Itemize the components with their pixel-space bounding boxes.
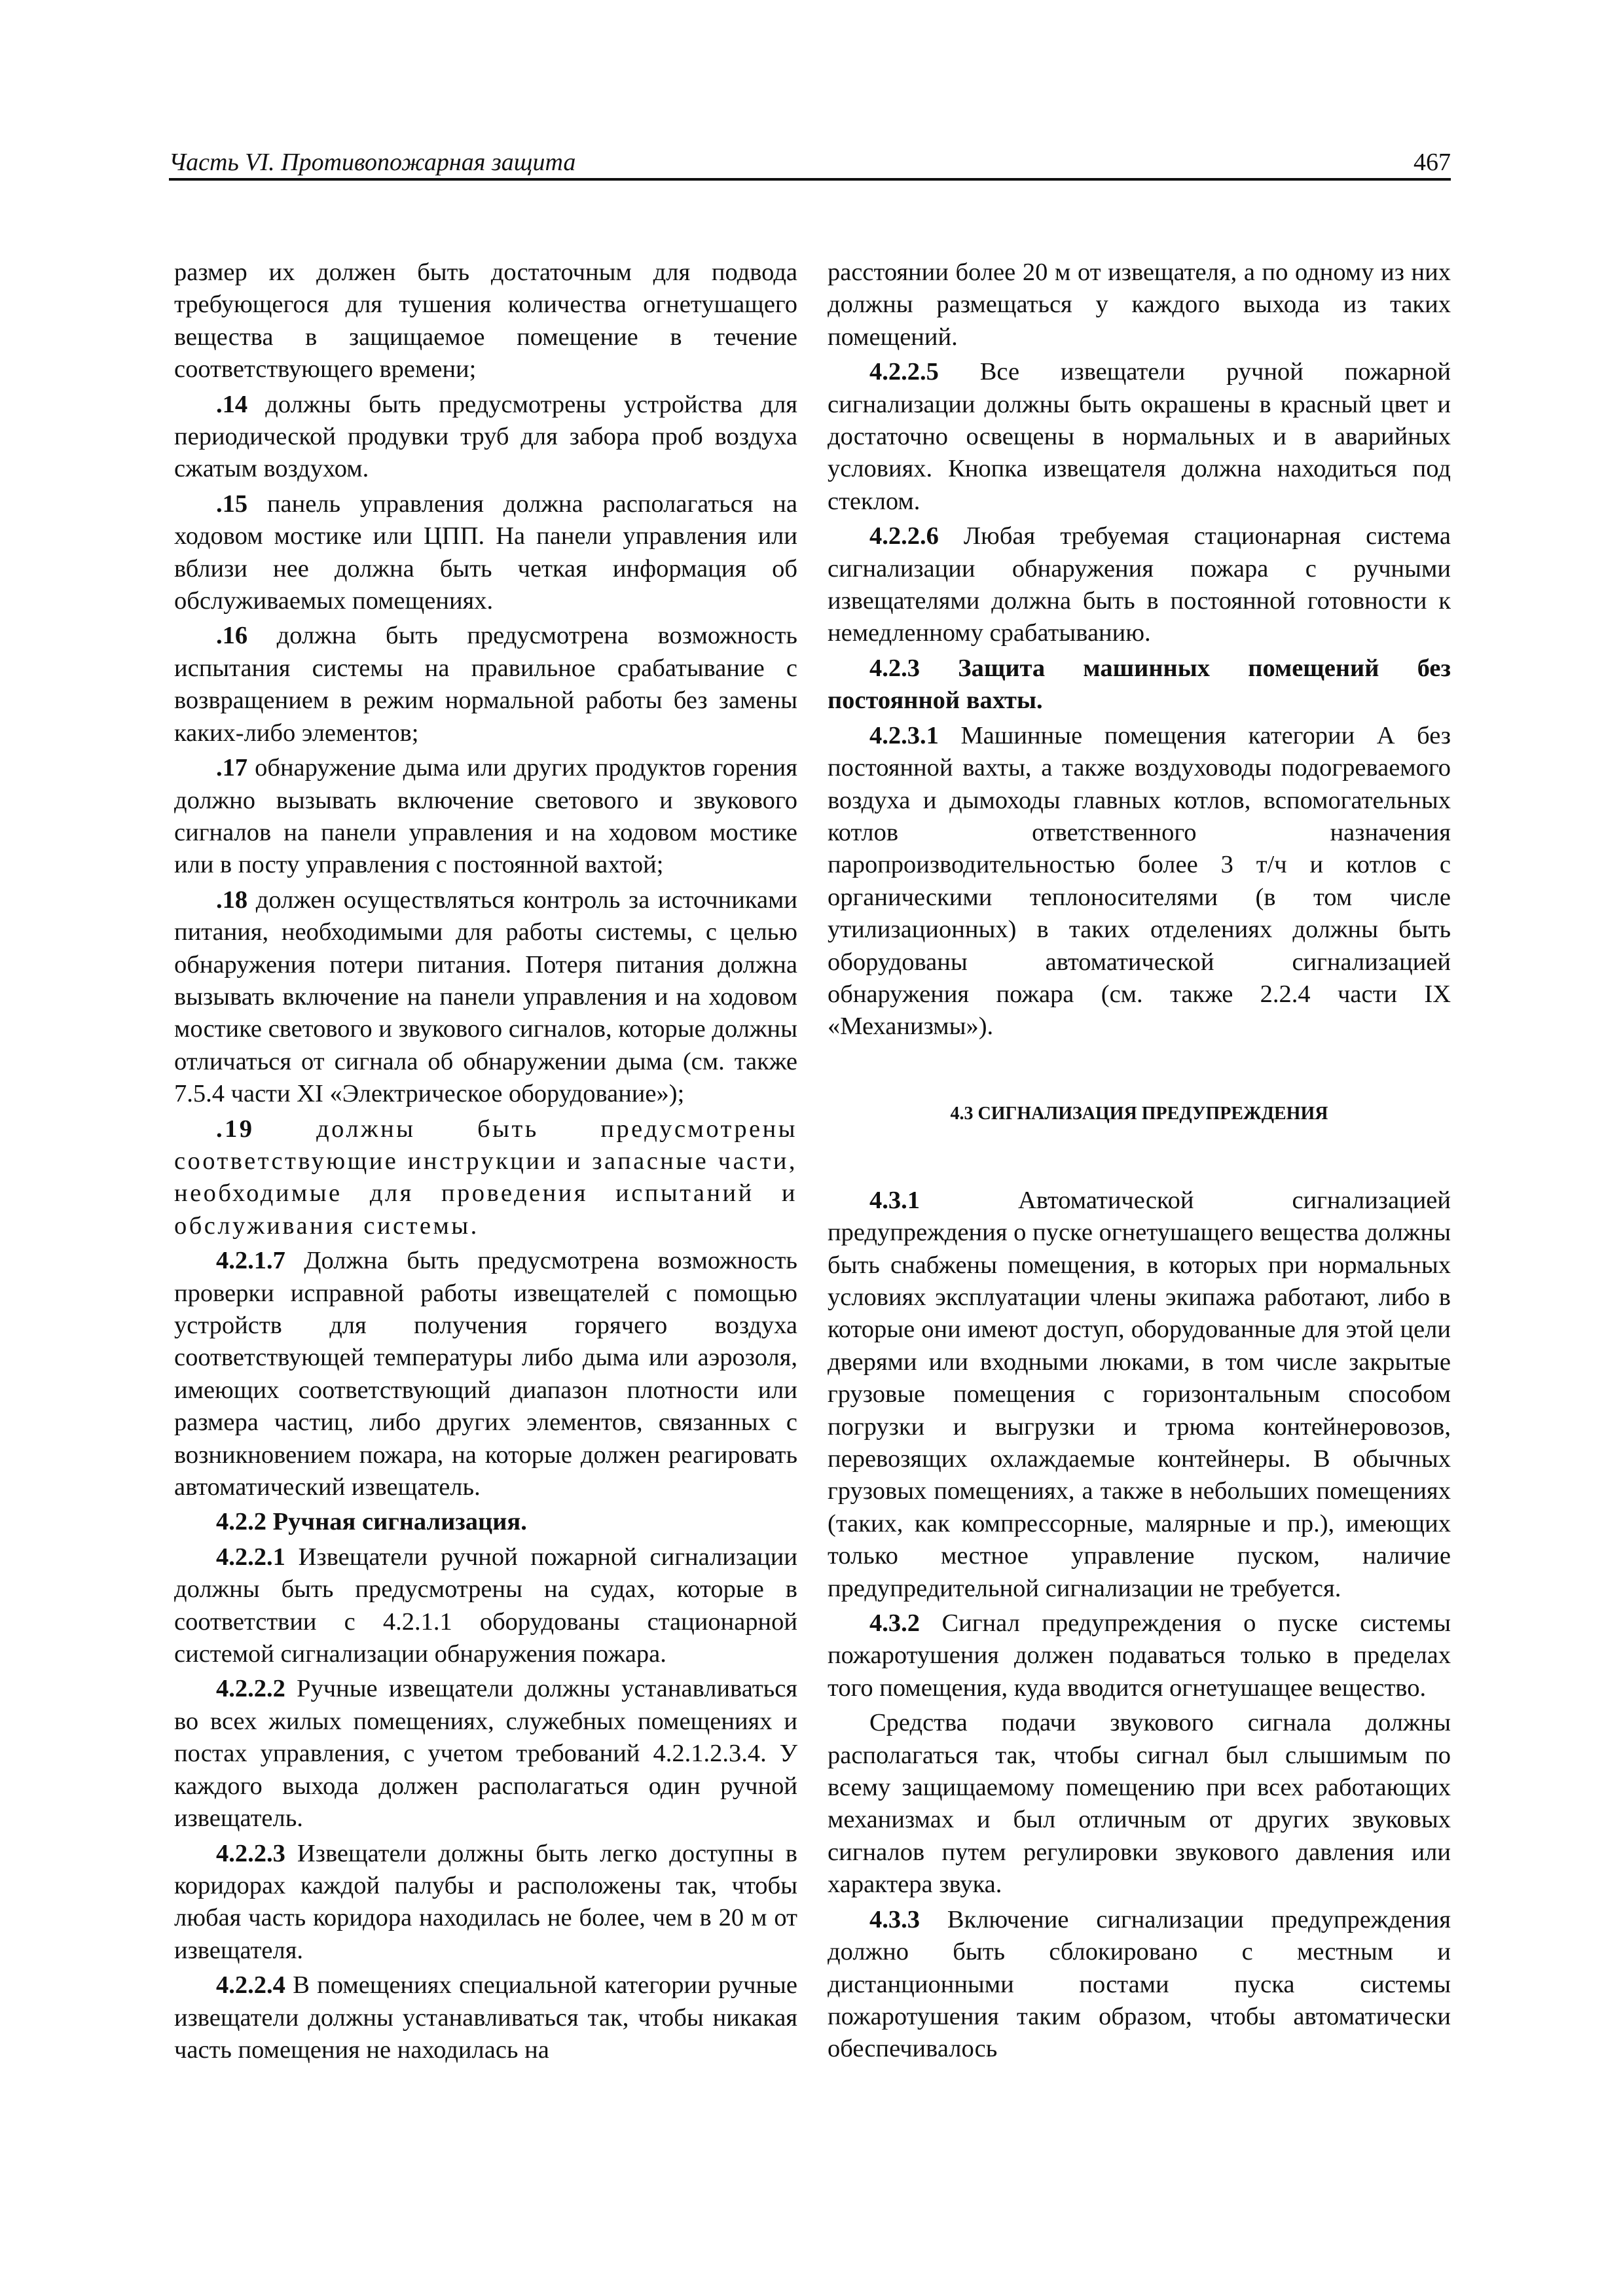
item-number: 4.3.1 (869, 1186, 920, 1214)
item-number: .15 (216, 490, 248, 518)
section-title: 4.3 СИГНАЛИЗАЦИЯ ПРЕДУПРЕЖДЕНИЯ (950, 1103, 1328, 1124)
paragraph: 4.3.1 Автоматической сигнализацией предупреждения о пуске огнетушащего вещества должны быть снабжены помещения, в которых при нормальных условиях эксплуатации члены экипажа работают, либо в которые они имеют доступ, оборудованные для этой цели дверями или входными люками, в том числе закрытые грузовые помещения с горизонтальным способом погрузки и выгрузки и трюма контейнеровозов, перевозящих охлаждаемые контейнеры. В обычных грузовых помещениях, а также в небольших помещениях (таких, как компрессорные, малярные и пр.), имеющих только местное управление пуском, наличие предупредительной сигнализации не требуется. (828, 1186, 1451, 1602)
paragraph: размер их должен быть достаточным для подвода требующегося для тушения количества огнетушащего вещества в защищаемое помещение в течение соответствующего времени; (174, 259, 797, 384)
page-header (169, 145, 1451, 179)
paragraph: 4.2.2.3 Извещатели должны быть легко доступны в коридорах каждой палубы и расположены так, чтобы любая часть коридора находилась не более, чем в 20 м от извещателя. (174, 1839, 797, 1964)
item-number: .16 (216, 622, 248, 650)
subsection-heading: 4.2.3 Защита машинных помещений без постоянной вахты. (828, 654, 1451, 715)
paragraph: .16 должна быть предусмотрена возможность испытания системы на правильное срабатывание с возвращением в режим нормальной работы без замены каких-либо элементов; (174, 622, 797, 747)
item-number: 4.2.2.1 (216, 1543, 285, 1571)
paragraph: расстоянии более 20 м от извещателя, а по одному из них должны размещаться у каждого выхода из таких помещений. (828, 259, 1451, 351)
header-rule (169, 178, 1451, 181)
item-number: .18 (216, 886, 248, 914)
item-number: .14 (216, 390, 248, 418)
item-number: .19 (216, 1115, 255, 1143)
paragraph: .19 должны быть предусмотрены соответствующие инструкции и запасные части, необходимые для проведения испытаний и обслуживания системы. (174, 1115, 797, 1240)
paragraph: .18 должен осуществляться контроль за источниками питания, необходимыми для работы системы, с целью обнаружения потери питания. Потеря питания должна вызывать включение на панели управления и на ходовом мостике светового и звукового сигналов, которые должны отличаться от сигнала об обнаружении дыма (см. также 7.5.4 части XI «Электрическое оборудование»); (174, 886, 797, 1108)
left-column (174, 257, 797, 2069)
paragraph: 4.2.1.7 Должна быть предусмотрена возможность проверки исправной работы извещателей с помощью устройств для получения горячего воздуха соответствующей температуры либо дыма или аэрозоля, имеющих соответствующий диапазон плотности или размера частиц, либо других элементов, связанных с возникновением пожара, на которые должен реагировать автоматический извещатель. (174, 1247, 797, 1501)
paragraph: 4.3.2 Сигнал предупреждения о пуске системы пожаротушения должен подаваться только в пределах того помещения, куда вводится огнетушащее вещество. (828, 1609, 1451, 1702)
item-number: 4.2.2.5 (869, 358, 939, 386)
paragraph: .17 обнаружение дыма или других продуктов горения должно вызывать включение светового и звукового сигналов на панели управления и на ходовом мостике или в посту управления с постоянной вахтой; (174, 754, 797, 879)
paragraph: 4.2.2.1 Извещатели ручной пожарной сигнализации должны быть предусмотрены на судах, которые в соответствии с 4.2.1.1 оборудованы стационарной системой сигнализации обнаружения пожара. (174, 1543, 797, 1668)
paragraph: Средства подачи звукового сигнала должны располагаться так, чтобы сигнал был слышимым по всему защищаемому помещению при всех работающих механизмах и был отличным от других звуковых сигналов путем регулировки звукового давления или характера звука. (828, 1709, 1451, 1899)
page-number: 467 (1413, 149, 1451, 176)
item-number: 4.3.3 (869, 1905, 920, 1933)
item-number: .17 (216, 754, 248, 782)
paragraph: 4.3.3 Включение сигнализации предупреждения должно быть сблокировано с местным и дистанционными постами пуска системы пожаротушения таким образом, чтобы автоматически обеспечивалось (828, 1905, 1451, 2063)
subsection-heading: 4.2.2 Ручная сигнализация. (216, 1508, 527, 1536)
item-number: 4.2.2.4 (216, 1971, 285, 2000)
item-number: 4.2.2.6 (869, 522, 939, 550)
paragraph: 4.2.2.2 Ручные извещатели должны устанавливаться во всех жилых помещениях, служебных помещениях и постах управления, с учетом требований 4.2.1.2.3.4. У каждого выхода должен располагаться один ручной извещатель. (174, 1675, 797, 1833)
item-number: 4.2.2.3 (216, 1839, 285, 1867)
paragraph: .14 должны быть предусмотрены устройства для периодической продувки труб для забора проб воздуха сжатым воздухом. (174, 390, 797, 483)
right-column (828, 257, 1451, 2068)
item-number: 4.3.2 (869, 1609, 920, 1638)
paragraph: 4.2.2.4 В помещениях специальной категории ручные извещатели должны устанавливаться так, чтобы никакая часть помещения не находилась на (174, 1971, 797, 2064)
paragraph: 4.2.2.6 Любая требуемая стационарная система сигнализации обнаружения пожара с ручными извещателями должна быть в постоянной готовности к немедленному срабатыванию. (828, 522, 1451, 647)
paragraph: 4.2.2.5 Все извещатели ручной пожарной сигнализации должны быть окрашены в красный цвет и достаточно освещены в нормальных и в аварийных условиях. Кнопка извещателя должна находиться под стеклом. (828, 358, 1451, 515)
paragraph: 4.2.3.1 Машинные помещения категории А без постоянной вахты, а также воздуховоды подогреваемого воздуха и дымоходы главных котлов, вспомогательных котлов ответственного назначения паропроизводительностью более 3 т/ч и котлов с органическими теплоносителями (в том числе утилизационных) в таких отделениях должны быть оборудованы автоматической сигнализацией обнаружения пожара (см. также 2.2.4 части IX «Механизмы»). (828, 721, 1451, 1041)
paragraph: .15 панель управления должна располагаться на ходовом мостике или ЦПП. На панели управления или вблизи нее должна быть четкая информация об обслуживаемых помещениях. (174, 490, 797, 615)
item-number: 4.2.1.7 (216, 1247, 285, 1275)
item-number: 4.2.3.1 (869, 721, 939, 749)
item-number: 4.2.2.2 (216, 1675, 285, 1703)
header-title: Часть VI. Противопожарная защита (169, 149, 576, 176)
